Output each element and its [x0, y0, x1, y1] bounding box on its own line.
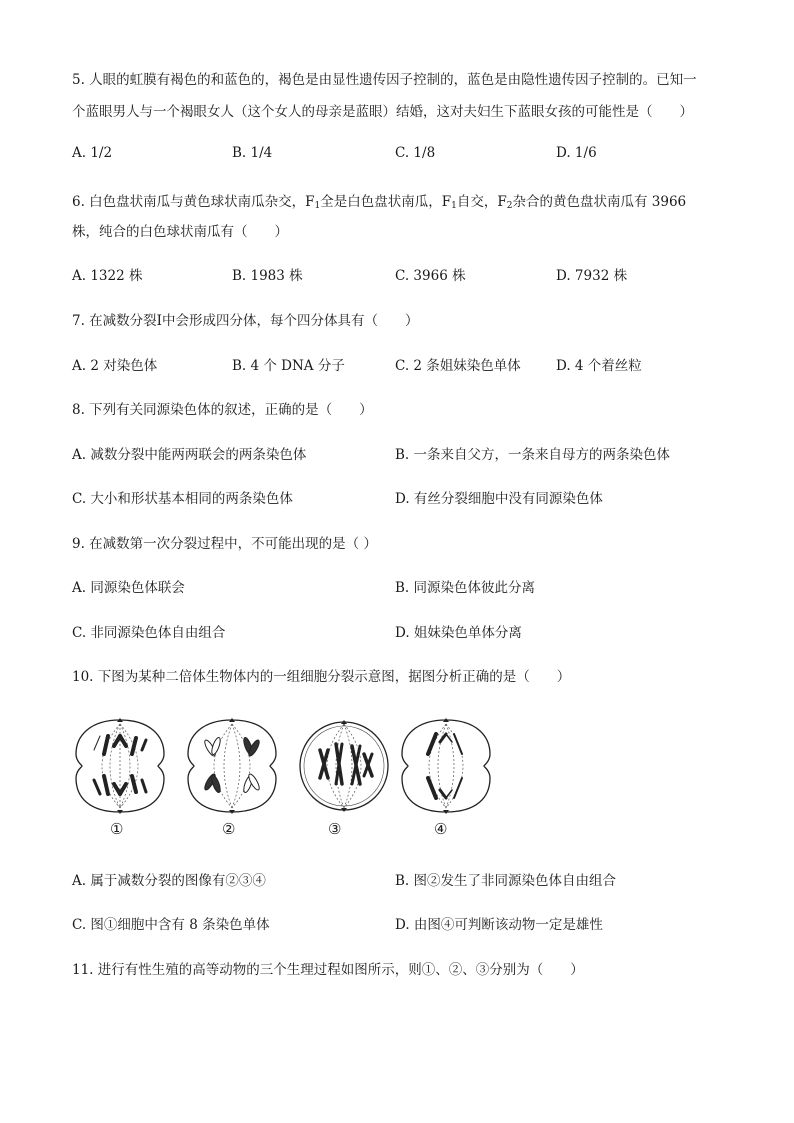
figure-label-4: ④ — [434, 820, 448, 838]
q9-stem: 9. 在减数第一次分裂过程中，不可能出现的是（ ） — [72, 536, 377, 552]
q5-option-a: A. 1/2 — [72, 145, 113, 161]
q7-option-c: C. 2 条姐妹染色单体 — [395, 358, 521, 374]
cell-diagram-1 — [74, 714, 166, 818]
q6-stem-line2: 株，纯合的白色球状南瓜有（ ） — [72, 224, 288, 240]
q5-option-c: C. 1/8 — [395, 145, 436, 161]
cell-diagram-3 — [298, 714, 390, 818]
q9-option-d: D. 姐妹染色单体分离 — [395, 625, 522, 641]
q10-option-c: C. 图①细胞中含有 8 条染色单体 — [72, 917, 270, 933]
q8-option-d: D. 有丝分裂细胞中没有同源染色体 — [395, 491, 603, 507]
q6-stem-line1: 6. 白色盘状南瓜与黄色球状南瓜杂交，$F_1$全是白色盘状南瓜，$F_1$自交，$F_2$杂合的黄色盘状南瓜有 3966 — [72, 194, 687, 211]
q6-option-c: C. 3966 株 — [395, 268, 466, 284]
q10-stem: 10. 下图为某种二倍体生物体内的一组细胞分裂示意图，据图分析正确的是（ ） — [72, 669, 571, 685]
q5-option-b: B. 1/4 — [232, 145, 273, 161]
q5-stem-line1: 5. 人眼的虹膜有褐色的和蓝色的，褐色是由显性遗传因子控制的，蓝色是由隐性遗传因子控制的。已知一 — [72, 72, 697, 88]
q7-option-b: B. 4 个 DNA 分子 — [232, 358, 345, 374]
cell-diagram-4 — [400, 714, 492, 818]
q6-option-d: D. 7932 株 — [556, 268, 628, 284]
q8-option-a: A. 减数分裂中能两两联会的两条染色体 — [72, 447, 307, 463]
q10-option-a: A. 属于减数分裂的图像有②③④ — [72, 873, 266, 889]
q9-option-a: A. 同源染色体联会 — [72, 580, 185, 596]
q5-option-d: D. 1/6 — [556, 145, 597, 161]
q9-option-c: C. 非同源染色体自由组合 — [72, 625, 226, 641]
cell-division-figure — [74, 714, 494, 844]
cell-diagram-2 — [186, 714, 278, 818]
q8-option-c: C. 大小和形状基本相同的两条染色体 — [72, 491, 293, 507]
figure-label-3: ③ — [328, 820, 342, 838]
q6-option-b: B. 1983 株 — [232, 268, 303, 284]
q11-stem: 11. 进行有性生殖的高等动物的三个生理过程如图所示，则①、②、③分别为（ ） — [72, 962, 584, 978]
figure-label-1: ① — [110, 820, 124, 838]
q8-stem: 8. 下列有关同源染色体的叙述，正确的是（ ） — [72, 402, 373, 418]
q6-option-a: A. 1322 株 — [72, 268, 143, 284]
q10-option-d: D. 由图④可判断该动物一定是雄性 — [395, 917, 603, 933]
q10-option-b: B. 图②发生了非同源染色体自由组合 — [395, 873, 617, 889]
figure-label-2: ② — [222, 820, 236, 838]
q9-option-b: B. 同源染色体彼此分离 — [395, 580, 536, 596]
q7-stem: 7. 在减数分裂Ⅰ中会形成四分体，每个四分体具有（ ） — [72, 313, 419, 329]
q7-option-a: A. 2 对染色体 — [72, 358, 158, 374]
q8-option-b: B. 一条来自父方，一条来自母方的两条染色体 — [395, 447, 671, 463]
q5-stem-line2: 个蓝眼男人与一个褐眼女人（这个女人的母亲是蓝眼）结婚，这对夫妇生下蓝眼女孩的可能性是（ ） — [72, 104, 693, 120]
q7-option-d: D. 4 个着丝粒 — [556, 358, 642, 374]
